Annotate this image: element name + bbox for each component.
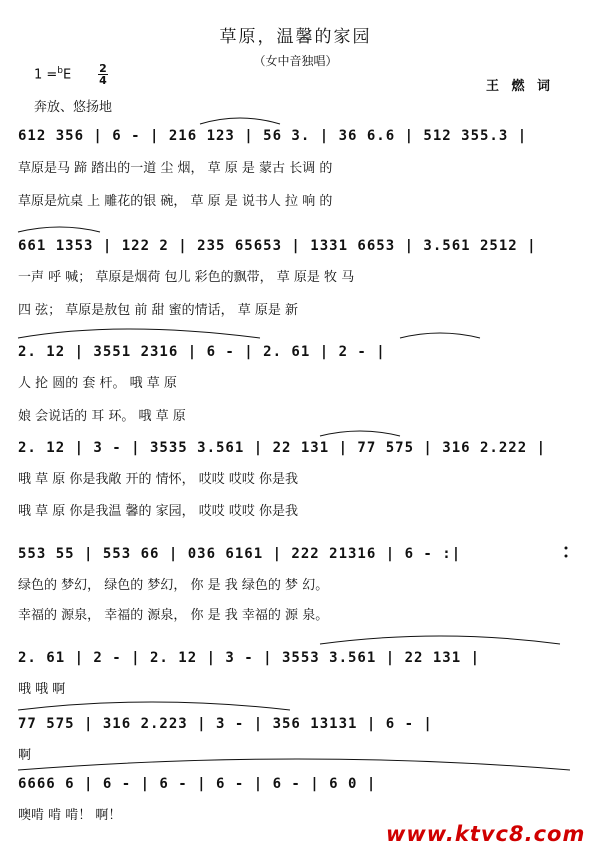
lyric-line-2-verse-2: 四 弦； 草原是敖包 前 甜 蜜的情话， 草 原是 新 — [18, 303, 299, 318]
notation-line-6: 2. 61 | 2 - | 2. 12 | 3 - | 3553 3.561 | 22 131 | — [18, 650, 481, 666]
slur-mark — [18, 227, 100, 232]
repeat-dot — [565, 555, 568, 558]
lyricist: 王 燃 词 — [486, 79, 555, 94]
lyric-line-3-verse-2: 娘 会说话的 耳 环。 哦 草 原 — [18, 409, 186, 424]
repeat-dot — [565, 547, 568, 550]
slur-mark — [18, 329, 260, 338]
slur-mark — [18, 759, 570, 770]
key-flat: b — [57, 66, 64, 76]
slur-mark — [320, 431, 400, 436]
song-title: 草原，温馨的家园 — [219, 27, 372, 47]
slur-mark — [400, 333, 480, 338]
key-prefix: 1 = — [34, 67, 58, 83]
key-note: E — [63, 67, 72, 83]
lyric-line-4-verse-1: 哦 草 原 你是我敞 开的 情怀， 哎哎 哎哎 你是我 — [18, 472, 299, 487]
song-subtitle: （女中音独唱） — [253, 54, 338, 68]
lyric-line-1-verse-1: 草原是马 蹄 踏出的一道 尘 烟， 草 原 是 蒙古 长调 的 — [18, 161, 333, 176]
lyric-line-7: 啊 — [18, 748, 32, 763]
lyric-line-3-verse-1: 人 抡 圆的 套 杆。 哦 草 原 — [18, 376, 177, 391]
lyric-line-1-verse-2: 草原是炕桌 上 雕花的银 碗， 草 原 是 说书人 拉 响 的 — [18, 194, 333, 209]
lyric-line-8: 噢啃 啃 啃！ 啊！ — [18, 808, 122, 823]
lyric-line-5-verse-2: 幸福的 源泉， 幸福的 源泉， 你 是 我 幸福的 源 泉。 — [18, 608, 329, 623]
lyric-line-5-verse-1: 绿色的 梦幻， 绿色的 梦幻， 你 是 我 绿色的 梦 幻。 — [18, 578, 329, 593]
lyric-line-2-verse-1: 一声 呼 喊； 草原是烟荷 包儿 彩色的飘带， 草 原是 牧 马 — [18, 270, 355, 285]
slur-mark — [200, 118, 280, 124]
notation-line-3: 2. 12 | 3551 2316 | 6 - | 2. 61 | 2 - | — [18, 344, 386, 360]
lyric-line-6: 哦 哦 啊 — [18, 682, 66, 697]
tempo-marking: 奔放、悠扬地 — [34, 100, 113, 115]
meter-top: 2 — [99, 62, 107, 75]
notation-line-5: 553 55 | 553 66 | 036 6161 | 222 21316 | 6 - :| — [18, 546, 462, 562]
notation-line-4: 2. 12 | 3 - | 3535 3.561 | 22 131 | 77 575 | 316 2.222 | — [18, 440, 547, 456]
notation-line-8: 6666 6 | 6 - | 6 - | 6 - | 6 - | 6 0 | — [18, 776, 377, 792]
slur-mark — [320, 636, 560, 644]
notation-line-1: 612 356 | 6 - | 216 123 | 56 3. | 36 6.6 | 512 355.3 | — [18, 128, 528, 144]
slur-mark — [18, 702, 290, 710]
notation-line-7: 77 575 | 316 2.223 | 3 - | 356 13131 | 6 - | — [18, 716, 433, 732]
meter-bottom: 4 — [99, 74, 107, 87]
lyric-line-4-verse-2: 哦 草 原 你是我温 馨的 家园， 哎哎 哎哎 你是我 — [18, 504, 299, 519]
notation-line-2: 661 1353 | 122 2 | 235 65653 | 1331 6653 | 3.561 2512 | — [18, 238, 537, 254]
site-watermark: www.ktvc8.com — [386, 822, 586, 846]
